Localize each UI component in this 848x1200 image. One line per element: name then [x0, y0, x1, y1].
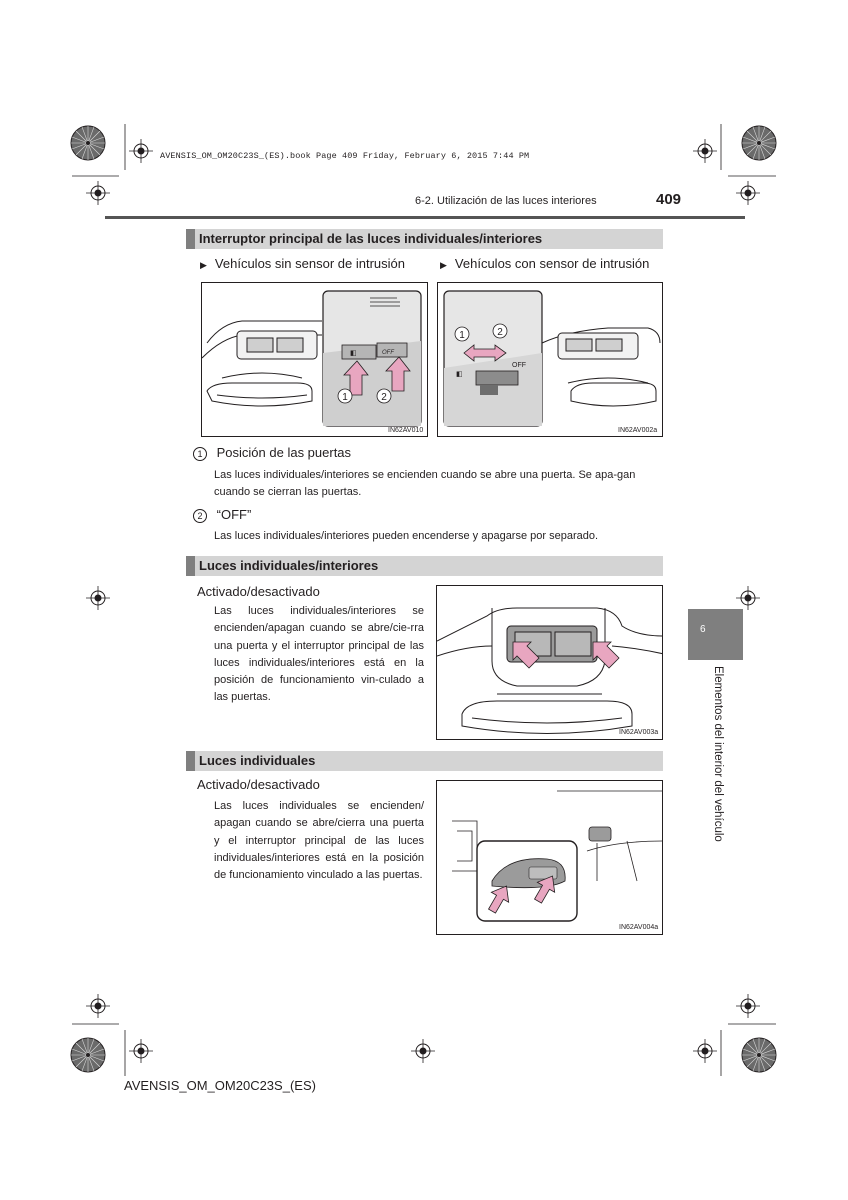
chapter-title: 6-2. Utilización de las luces interiores: [415, 195, 597, 207]
svg-text:2: 2: [381, 392, 387, 403]
svg-text:◧: ◧: [350, 350, 357, 357]
illustration-interior-lights: [437, 586, 663, 740]
figure-individual-lights: [436, 780, 663, 935]
illustration-individual-lights: [437, 781, 663, 935]
chapter-tab: [688, 609, 743, 660]
item-door-position: 1 Posición de las puertas: [193, 445, 351, 461]
svg-text:1: 1: [459, 330, 465, 341]
svg-text:1: 1: [342, 392, 348, 403]
figure-code: IN62AV004a: [619, 924, 659, 931]
off-label: OFF: [382, 350, 394, 356]
label-with-sensor: ▶ Vehículos con sensor de intrusión: [440, 256, 650, 271]
figure-interior-lights: [436, 585, 663, 740]
label-without-sensor: ▶ Vehículos sin sensor de intrusión: [200, 256, 405, 271]
figure-code: IN62AV003a: [619, 729, 659, 736]
svg-text:2: 2: [497, 327, 503, 338]
chapter-tab-number: 6: [700, 624, 706, 635]
figure-code: IN62AV002a: [618, 427, 658, 434]
item-door-position-text: Las luces individuales/interiores se encienden cuando se abre una puerta. Se apa-gan cuando se cierran las puertas.: [214, 469, 636, 499]
interior-text: Las luces individuales/interiores se encienden/apagan cuando se abre/cie-rra una puerta y el interruptor principal de las luces individuales/interiores está en la posición de funcionamiento vin-culado a las puertas.: [214, 605, 424, 704]
triangle-icon: ▶: [440, 260, 447, 270]
item-off: 2 “OFF”: [193, 507, 251, 523]
individual-subtitle: Activado/desactivado: [197, 777, 320, 792]
off-label: OFF: [512, 362, 526, 369]
figure-without-sensor: [201, 282, 428, 437]
illustration-overhead-console-sensor: [438, 283, 663, 437]
section-title-interior: Luces individuales/interiores: [186, 556, 663, 576]
item-off-text: Las luces individuales/interiores pueden encenderse y apagarse por separado.: [214, 530, 599, 542]
svg-text:◧: ◧: [456, 371, 463, 378]
header-rule: [105, 216, 745, 219]
figure-with-sensor: [437, 282, 663, 437]
book-info: AVENSIS_OM_OM20C23S_(ES).book Page 409 Friday, February 6, 2015 7:44 PM: [160, 151, 530, 161]
interior-subtitle: Activado/desactivado: [197, 584, 320, 599]
chapter-tab-text: Elementos del interior del vehículo: [712, 666, 724, 842]
section-title-individual: Luces individuales: [186, 751, 663, 771]
section-title-main-switch: Interruptor principal de las luces individuales/interiores: [186, 229, 663, 249]
footer-code: AVENSIS_OM_OM20C23S_(ES): [124, 1078, 316, 1093]
callout-number: 2: [193, 509, 207, 523]
page-number: 409: [656, 191, 682, 208]
callout-number: 1: [193, 447, 207, 461]
triangle-icon: ▶: [200, 260, 207, 270]
individual-text: Las luces individuales se encienden/ apagan cuando se abre/cierra una puerta y el interruptor principal de las luces individuales/interiores está en la posición de funcionamiento vinculado a las puertas.: [214, 800, 424, 882]
illustration-overhead-console: [202, 283, 428, 437]
figure-code: IN62AV010: [388, 427, 424, 434]
